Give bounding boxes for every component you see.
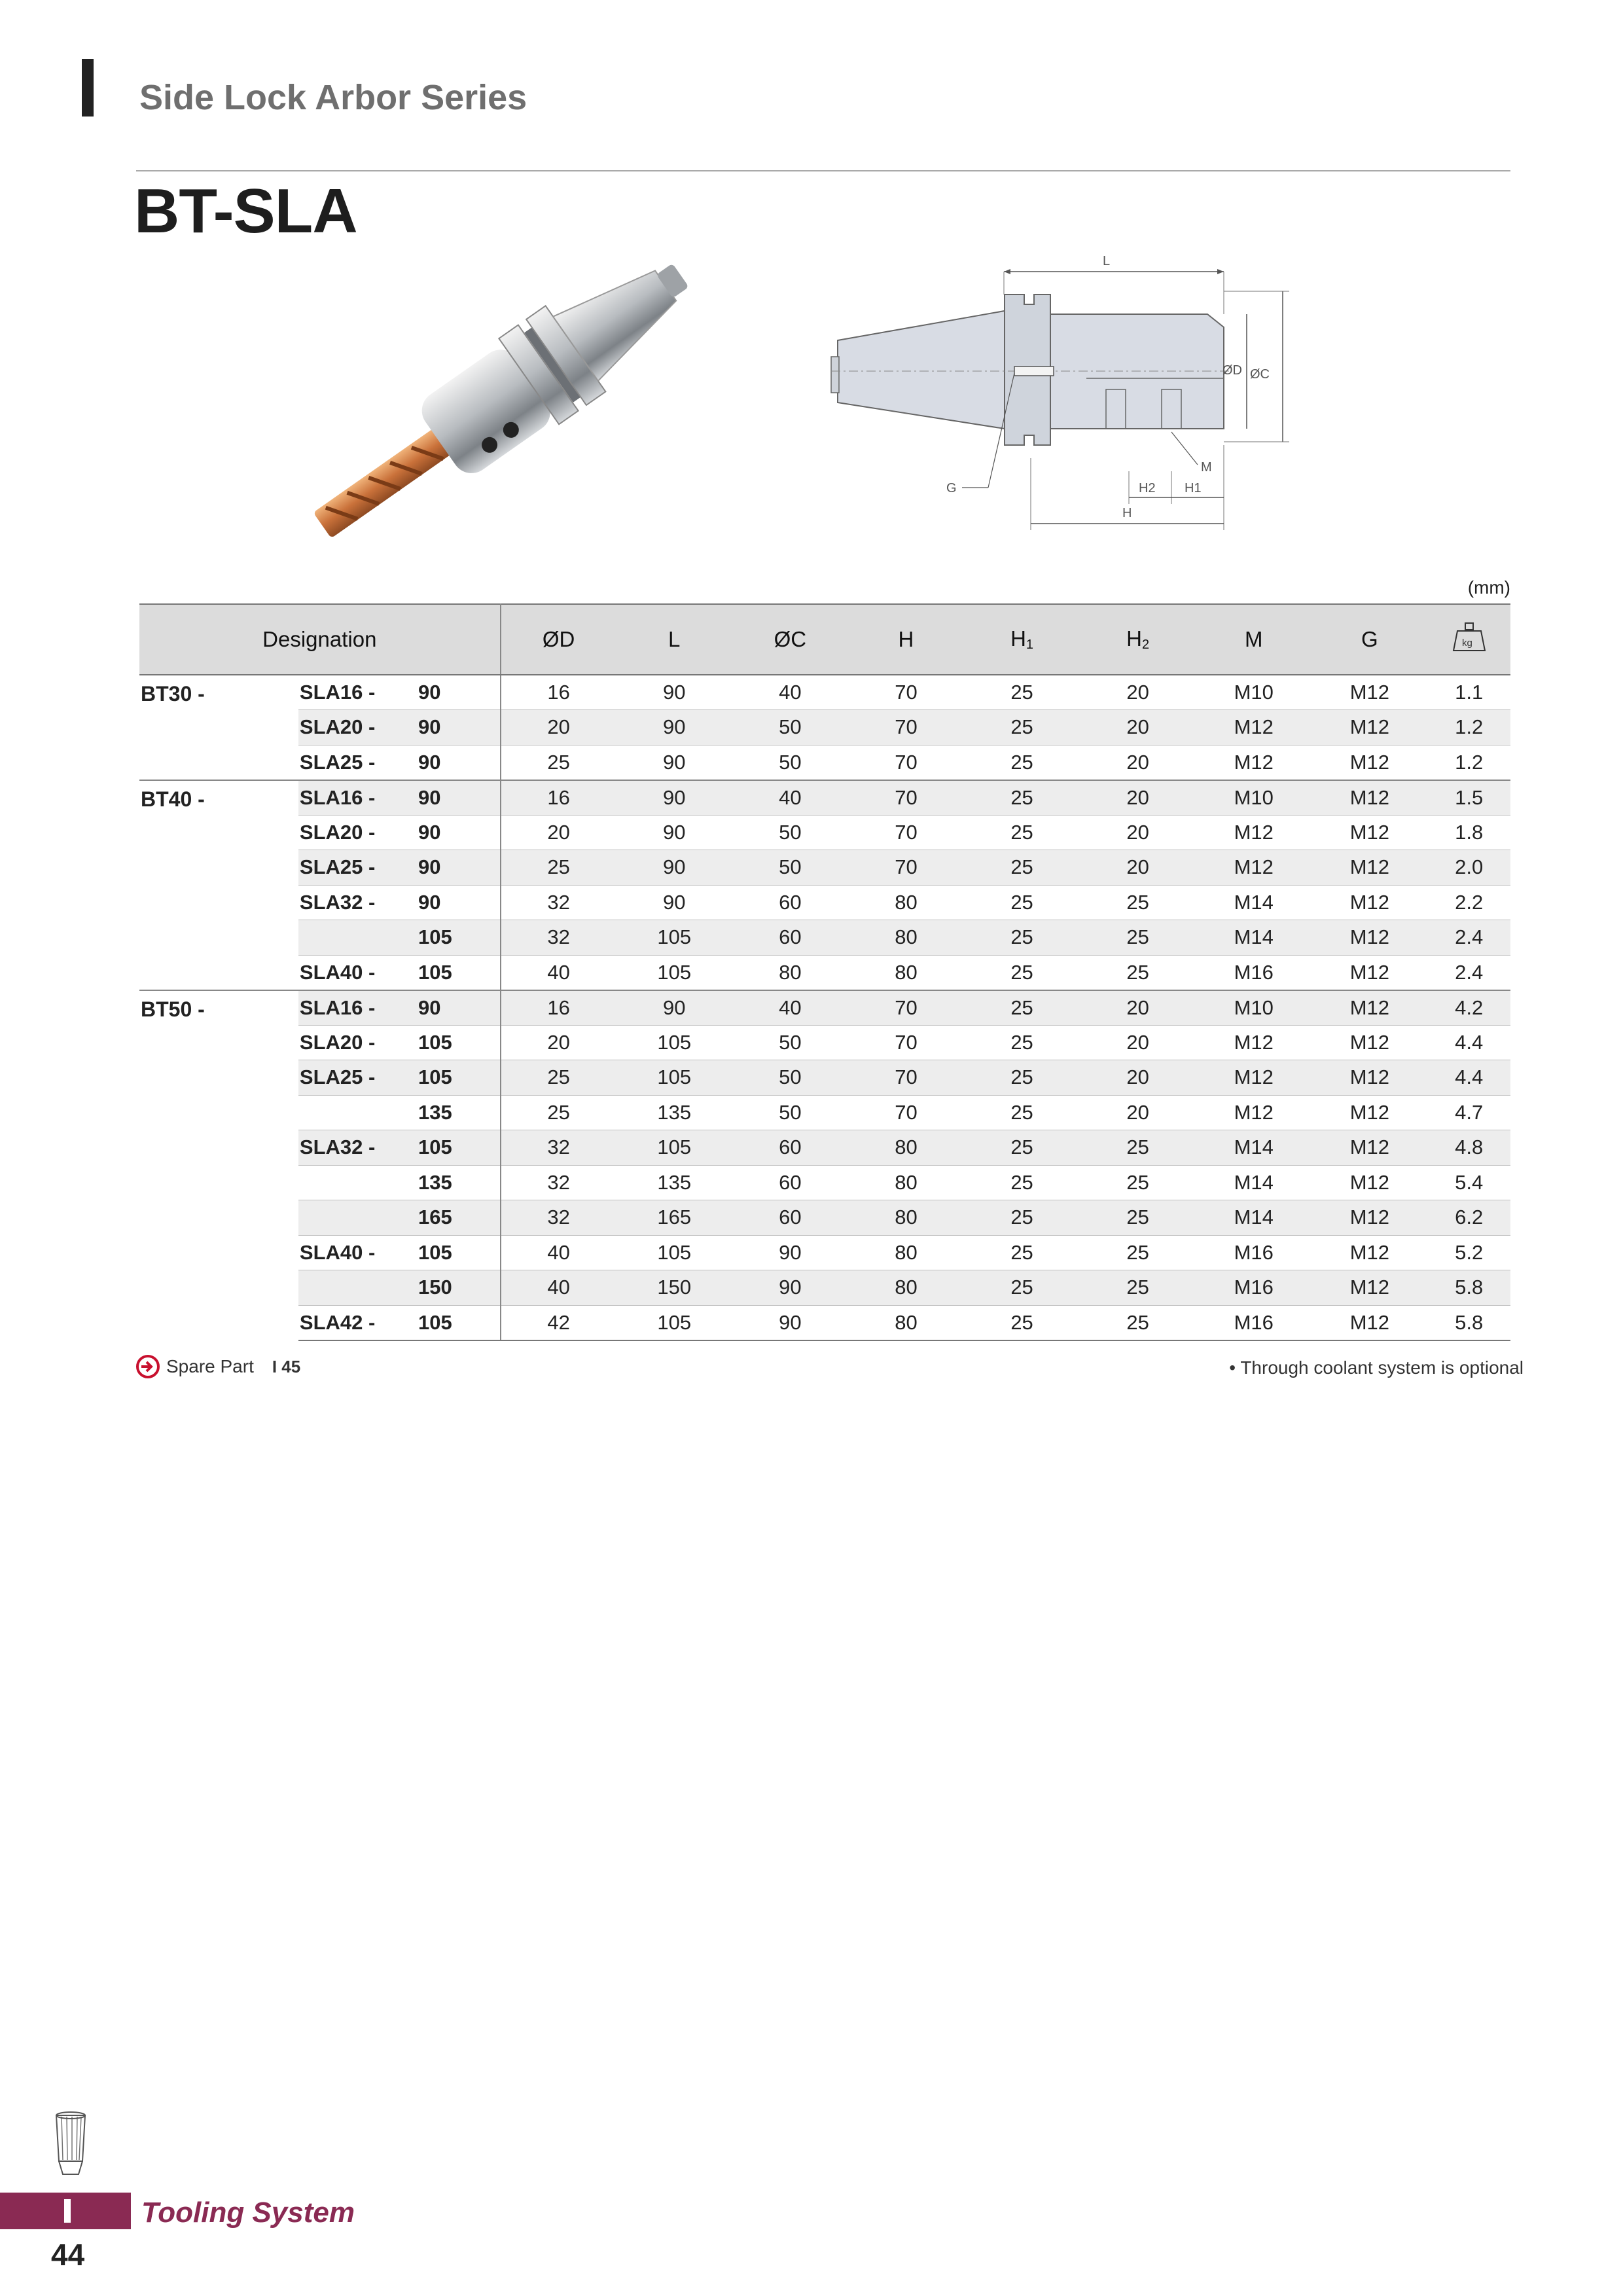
dim-label-g: G [946,481,957,495]
value-cell-d: 20 [501,1025,616,1060]
table-row [139,1235,1510,1270]
spare-part-label: Spare Part [166,1356,254,1376]
value-cell-h: 70 [848,1060,964,1096]
value-cell-d: 16 [501,780,616,816]
value-cell-h2: 25 [1080,1305,1196,1340]
value-cell-h: 80 [848,1235,964,1270]
model-cell: SLA25 - [298,1060,414,1096]
model-cell: SLA20 - [298,1025,414,1060]
value-cell-m: M16 [1196,1235,1311,1270]
value-cell-h2: 25 [1080,885,1196,920]
value-cell-g: M12 [1311,710,1427,745]
value-cell-l: 105 [616,1235,732,1270]
length-cell: 150 [414,1270,501,1306]
table-row [139,990,1510,1026]
length-cell: 105 [414,920,501,956]
value-cell-kg: 4.4 [1427,1060,1510,1096]
value-cell-c: 40 [732,990,848,1026]
value-cell-l: 90 [616,815,732,850]
value-cell-h1: 25 [964,1270,1080,1306]
table-row [139,1305,1510,1340]
value-cell-kg: 4.2 [1427,990,1510,1026]
value-cell-g: M12 [1311,1095,1427,1130]
series-label: BT40 - [139,780,298,990]
value-cell-l: 150 [616,1270,732,1306]
value-cell-m: M12 [1196,1060,1311,1096]
model-cell: SLA32 - [298,1130,414,1166]
value-cell-m: M14 [1196,1165,1311,1200]
value-cell-m: M10 [1196,675,1311,710]
table-row [139,1200,1510,1236]
value-cell-h: 80 [848,1270,964,1306]
length-cell: 90 [414,850,501,886]
value-cell-l: 90 [616,780,732,816]
series-title: Side Lock Arbor Series [139,78,527,117]
value-cell-h2: 25 [1080,955,1196,990]
length-cell: 165 [414,1200,501,1236]
value-cell-d: 20 [501,710,616,745]
value-cell-h1: 25 [964,920,1080,956]
value-cell-c: 90 [732,1235,848,1270]
value-cell-h2: 20 [1080,710,1196,745]
col-designation: Designation [139,604,501,675]
value-cell-h1: 25 [964,710,1080,745]
model-cell [298,1095,414,1130]
footer-section-marker [64,2199,71,2223]
value-cell-c: 90 [732,1305,848,1340]
col-d: ØD [501,604,616,675]
value-cell-kg: 2.2 [1427,885,1510,920]
table-row [139,1165,1510,1200]
value-cell-c: 60 [732,1165,848,1200]
value-cell-c: 40 [732,675,848,710]
table-row [139,1130,1510,1166]
table-row [139,1095,1510,1130]
value-cell-h1: 25 [964,1165,1080,1200]
value-cell-h2: 20 [1080,745,1196,780]
value-cell-h2: 20 [1080,1060,1196,1096]
drawing-taper [838,311,1005,429]
table-row [139,745,1510,780]
value-cell-d: 42 [501,1305,616,1340]
col-h: H [848,604,964,675]
footer-section-name: Tooling System [141,2197,355,2229]
value-cell-d: 32 [501,1200,616,1236]
value-cell-g: M12 [1311,920,1427,956]
value-cell-l: 135 [616,1165,732,1200]
model-cell: SLA42 - [298,1305,414,1340]
value-cell-m: M14 [1196,1130,1311,1166]
value-cell-g: M12 [1311,1165,1427,1200]
value-cell-h1: 25 [964,850,1080,886]
table-row [139,955,1510,990]
value-cell-h: 70 [848,780,964,816]
value-cell-d: 40 [501,955,616,990]
value-cell-h2: 20 [1080,780,1196,816]
value-cell-h1: 25 [964,1235,1080,1270]
value-cell-h2: 25 [1080,1235,1196,1270]
value-cell-h2: 25 [1080,1165,1196,1200]
value-cell-kg: 2.4 [1427,955,1510,990]
col-m: M [1196,604,1311,675]
value-cell-h: 70 [848,815,964,850]
series-label: BT30 - [141,682,205,706]
value-cell-h2: 25 [1080,920,1196,956]
value-cell-kg: 4.7 [1427,1095,1510,1130]
value-cell-g: M12 [1311,780,1427,816]
value-cell-c: 50 [732,710,848,745]
table-row [139,920,1510,956]
value-cell-c: 50 [732,745,848,780]
value-cell-h2: 20 [1080,850,1196,886]
value-cell-d: 25 [501,1095,616,1130]
value-cell-g: M12 [1311,1270,1427,1306]
value-cell-g: M12 [1311,815,1427,850]
value-cell-h: 80 [848,1305,964,1340]
dim-label-h2: H2 [1139,481,1156,495]
value-cell-c: 50 [732,850,848,886]
value-cell-h: 80 [848,1130,964,1166]
value-cell-h2: 25 [1080,1130,1196,1166]
value-cell-h1: 25 [964,990,1080,1026]
value-cell-h2: 20 [1080,990,1196,1026]
model-cell [298,1270,414,1306]
value-cell-h2: 20 [1080,815,1196,850]
length-cell: 90 [414,745,501,780]
length-cell: 105 [414,1025,501,1060]
length-cell: 90 [414,990,501,1026]
value-cell-h: 70 [848,675,964,710]
value-cell-l: 105 [616,1130,732,1166]
length-cell: 135 [414,1165,501,1200]
value-cell-l: 105 [616,955,732,990]
table-row [139,780,1510,816]
value-cell-l: 105 [616,1025,732,1060]
value-cell-d: 25 [501,850,616,886]
value-cell-g: M12 [1311,1200,1427,1236]
value-cell-h: 70 [848,850,964,886]
length-cell: 90 [414,675,501,710]
value-cell-l: 105 [616,920,732,956]
model-cell: SLA40 - [298,955,414,990]
value-cell-l: 90 [616,710,732,745]
value-cell-h1: 25 [964,955,1080,990]
value-cell-c: 50 [732,815,848,850]
value-cell-l: 90 [616,990,732,1026]
value-cell-h1: 25 [964,885,1080,920]
value-cell-m: M14 [1196,885,1311,920]
product-photo [259,236,730,576]
value-cell-c: 60 [732,920,848,956]
col-h1: $H_1$ [964,604,1080,675]
value-cell-kg: 2.0 [1427,850,1510,886]
value-cell-l: 105 [616,1060,732,1096]
value-cell-g: M12 [1311,1235,1427,1270]
length-cell: 105 [414,1060,501,1096]
length-cell: 90 [414,885,501,920]
value-cell-c: 60 [732,1200,848,1236]
value-cell-m: M14 [1196,1200,1311,1236]
value-cell-d: 40 [501,1235,616,1270]
value-cell-kg: 4.4 [1427,1025,1510,1060]
value-cell-kg: 1.1 [1427,675,1510,710]
length-cell: 105 [414,1235,501,1270]
value-cell-h: 70 [848,990,964,1026]
col-h2: $H_2$ [1080,604,1196,675]
value-cell-h: 80 [848,1165,964,1200]
table-row [139,1270,1510,1306]
value-cell-m: M10 [1196,990,1311,1026]
value-cell-h1: 25 [964,745,1080,780]
value-cell-h2: 25 [1080,1270,1196,1306]
col-g: G [1311,604,1427,675]
value-cell-h: 80 [848,1200,964,1236]
value-cell-m: M10 [1196,780,1311,816]
value-cell-d: 32 [501,885,616,920]
unit-label: (mm) [1467,577,1510,598]
model-cell: SLA25 - [298,745,414,780]
arrow-right-circle-icon [136,1355,160,1378]
value-cell-m: M16 [1196,1270,1311,1306]
dim-label-h1: H1 [1185,481,1202,495]
value-cell-h1: 25 [964,1200,1080,1236]
col-c: ØC [732,604,848,675]
value-cell-h1: 25 [964,1060,1080,1096]
value-cell-h: 70 [848,1095,964,1130]
value-cell-h1: 25 [964,1095,1080,1130]
spec-table [139,603,1510,1341]
value-cell-d: 32 [501,1130,616,1166]
dim-label-c: ØC [1250,367,1270,382]
coolant-note: • Through coolant system is optional [1229,1357,1524,1378]
dimension-drawing [812,242,1309,550]
value-cell-g: M12 [1311,745,1427,780]
table-row [139,850,1510,886]
value-cell-g: M12 [1311,1305,1427,1340]
model-cell: SLA20 - [298,710,414,745]
value-cell-kg: 5.8 [1427,1305,1510,1340]
value-cell-m: M12 [1196,850,1311,886]
value-cell-c: 50 [732,1060,848,1096]
header-divider [136,170,1510,171]
table-row [139,885,1510,920]
value-cell-h1: 25 [964,1305,1080,1340]
model-cell [298,1200,414,1236]
length-cell: 90 [414,815,501,850]
model-cell: SLA16 - [298,780,414,816]
value-cell-g: M12 [1311,955,1427,990]
value-cell-h: 70 [848,710,964,745]
table-row [139,815,1510,850]
value-cell-d: 16 [501,675,616,710]
value-cell-d: 20 [501,815,616,850]
collet-icon [47,2109,94,2181]
value-cell-g: M12 [1311,885,1427,920]
model-cell: SLA25 - [298,850,414,886]
value-cell-h: 70 [848,1025,964,1060]
model-cell: SLA16 - [298,675,414,710]
value-cell-m: M16 [1196,955,1311,990]
model-cell: SLA16 - [298,990,414,1026]
value-cell-kg: 1.2 [1427,745,1510,780]
value-cell-kg: 5.2 [1427,1235,1510,1270]
value-cell-kg: 6.2 [1427,1200,1510,1236]
model-cell [298,1165,414,1200]
length-cell: 135 [414,1095,501,1130]
page-number: 44 [51,2238,85,2272]
value-cell-h1: 25 [964,675,1080,710]
value-cell-l: 165 [616,1200,732,1236]
length-cell: 105 [414,1305,501,1340]
value-cell-h1: 25 [964,1130,1080,1166]
value-cell-d: 32 [501,1165,616,1200]
model-cell [298,920,414,956]
value-cell-m: M12 [1196,815,1311,850]
table-row [139,675,1510,710]
spare-part-link[interactable] [136,1355,300,1378]
length-cell: 90 [414,780,501,816]
value-cell-l: 135 [616,1095,732,1130]
value-cell-d: 40 [501,1270,616,1306]
table-row [139,1060,1510,1096]
dim-label-m: M [1201,460,1212,475]
value-cell-g: M12 [1311,1130,1427,1166]
value-cell-l: 90 [616,745,732,780]
model-cell: SLA40 - [298,1235,414,1270]
value-cell-l: 90 [616,885,732,920]
model-cell: SLA32 - [298,885,414,920]
value-cell-d: 32 [501,920,616,956]
value-cell-h1: 25 [964,815,1080,850]
value-cell-g: M12 [1311,675,1427,710]
value-cell-h1: 25 [964,780,1080,816]
value-cell-h: 80 [848,955,964,990]
value-cell-m: M12 [1196,745,1311,780]
value-cell-m: M12 [1196,1025,1311,1060]
value-cell-kg: 1.8 [1427,815,1510,850]
dim-label-l: L [1103,254,1111,268]
value-cell-kg: 4.8 [1427,1130,1510,1166]
value-cell-c: 60 [732,1130,848,1166]
value-cell-g: M12 [1311,990,1427,1026]
value-cell-kg: 5.4 [1427,1165,1510,1200]
section-marker-bar [82,59,94,117]
value-cell-kg: 1.5 [1427,780,1510,816]
value-cell-h: 80 [848,885,964,920]
value-cell-c: 40 [732,780,848,816]
value-cell-kg: 5.8 [1427,1270,1510,1306]
value-cell-kg: 2.4 [1427,920,1510,956]
value-cell-d: 16 [501,990,616,1026]
value-cell-m: M16 [1196,1305,1311,1340]
value-cell-h2: 25 [1080,1200,1196,1236]
value-cell-m: M12 [1196,710,1311,745]
col-l: L [616,604,732,675]
value-cell-g: M12 [1311,850,1427,886]
value-cell-h2: 20 [1080,1025,1196,1060]
value-cell-h2: 20 [1080,1095,1196,1130]
model-cell: SLA20 - [298,815,414,850]
value-cell-c: 50 [732,1025,848,1060]
value-cell-d: 25 [501,1060,616,1096]
value-cell-l: 105 [616,1305,732,1340]
col-weight [1427,604,1510,675]
length-cell: 105 [414,955,501,990]
product-title: BT-SLA [134,176,357,246]
length-cell: 90 [414,710,501,745]
value-cell-h1: 25 [964,1025,1080,1060]
length-cell: 105 [414,1130,501,1166]
series-label: BT50 - [139,990,298,1340]
value-cell-c: 80 [732,955,848,990]
value-cell-l: 90 [616,850,732,886]
value-cell-kg: 1.2 [1427,710,1510,745]
value-cell-c: 90 [732,1270,848,1306]
table-row [139,1025,1510,1060]
value-cell-m: M12 [1196,1095,1311,1130]
dim-label-d: ØD [1222,363,1242,378]
value-cell-c: 60 [732,885,848,920]
value-cell-c: 50 [732,1095,848,1130]
value-cell-m: M14 [1196,920,1311,956]
value-cell-g: M12 [1311,1025,1427,1060]
weight-icon [1452,622,1486,652]
table-header-row [139,604,1510,675]
value-cell-l: 90 [616,675,732,710]
dim-label-h: H [1122,506,1132,520]
value-cell-h: 80 [848,920,964,956]
value-cell-g: M12 [1311,1060,1427,1096]
value-cell-h: 70 [848,745,964,780]
value-cell-h2: 20 [1080,675,1196,710]
svg-text:kg: kg [1461,637,1472,649]
table-row [139,710,1510,745]
value-cell-d: 25 [501,745,616,780]
spare-part-ref: I 45 [272,1356,301,1376]
